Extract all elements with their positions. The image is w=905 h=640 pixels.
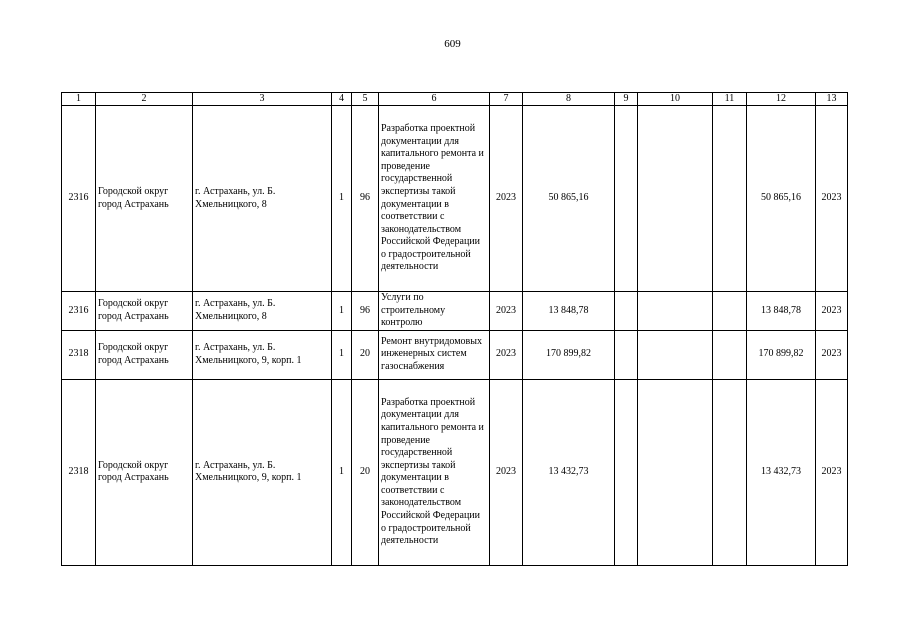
cell-col9 [615, 379, 638, 565]
cell-col11 [713, 106, 747, 292]
header-cell: 1 [62, 93, 96, 106]
cell-municipality: Городской округ город Астрахань [96, 106, 193, 292]
header-cell: 4 [332, 93, 352, 106]
cell-work-description: Разработка проектной документации для капитального ремонта и проведение государственной экспертизы такой документации в соответствии с законодательством Российской Федерации о градостроительной деятельности [379, 379, 490, 565]
table-row [62, 292, 848, 331]
cell-col4: 1 [332, 379, 352, 565]
cell-work-description: Разработка проектной документации для капитального ремонта и проведение государственной экспертизы такой документации в соответствии с законодательством Российской Федерации о градостроительной деятельности [379, 106, 490, 292]
table-row [62, 106, 848, 292]
cell-municipality: Городской округ город Астрахань [96, 292, 193, 331]
header-cell: 2 [96, 93, 193, 106]
cell-col11 [713, 292, 747, 331]
cell-work-description: Ремонт внутридомовых инженерных систем газоснабжения [379, 330, 490, 379]
cell-record-number: 2316 [62, 106, 96, 292]
header-cell: 8 [523, 93, 615, 106]
cell-address: г. Астрахань, ул. Б. Хмельницкого, 8 [193, 292, 332, 331]
cell-col9 [615, 292, 638, 331]
header-cell: 11 [713, 93, 747, 106]
cell-record-number: 2318 [62, 379, 96, 565]
cell-record-number: 2316 [62, 292, 96, 331]
cell-municipality: Городской округ город Астрахань [96, 330, 193, 379]
header-cell: 3 [193, 93, 332, 106]
cell-col5: 96 [352, 106, 379, 292]
cell-col10 [638, 106, 713, 292]
cell-municipality: Городской округ город Астрахань [96, 379, 193, 565]
cell-year-end: 2023 [816, 330, 848, 379]
header-cell: 5 [352, 93, 379, 106]
header-cell: 10 [638, 93, 713, 106]
cell-amount: 50 865,16 [523, 106, 615, 292]
cell-year-end: 2023 [816, 106, 848, 292]
cell-amount: 13 848,78 [523, 292, 615, 331]
cell-amount-total: 50 865,16 [747, 106, 816, 292]
cell-col5: 96 [352, 292, 379, 331]
table-row [62, 330, 848, 379]
cell-col9 [615, 330, 638, 379]
table-header-row [62, 93, 848, 106]
cell-col10 [638, 330, 713, 379]
cell-amount: 170 899,82 [523, 330, 615, 379]
cell-col5: 20 [352, 379, 379, 565]
cell-year: 2023 [490, 106, 523, 292]
cell-amount: 13 432,73 [523, 379, 615, 565]
cell-col9 [615, 106, 638, 292]
header-cell: 7 [490, 93, 523, 106]
cell-amount-total: 170 899,82 [747, 330, 816, 379]
cell-address: г. Астрахань, ул. Б. Хмельницкого, 9, корп. 1 [193, 330, 332, 379]
cell-year: 2023 [490, 379, 523, 565]
cell-amount-total: 13 432,73 [747, 379, 816, 565]
header-cell: 12 [747, 93, 816, 106]
cell-col10 [638, 292, 713, 331]
cell-year-end: 2023 [816, 379, 848, 565]
cell-record-number: 2318 [62, 330, 96, 379]
header-cell: 13 [816, 93, 848, 106]
header-cell: 6 [379, 93, 490, 106]
cell-col5: 20 [352, 330, 379, 379]
cell-amount-total: 13 848,78 [747, 292, 816, 331]
cell-col4: 1 [332, 106, 352, 292]
cell-address: г. Астрахань, ул. Б. Хмельницкого, 9, корп. 1 [193, 379, 332, 565]
cell-year: 2023 [490, 292, 523, 331]
cell-col4: 1 [332, 330, 352, 379]
cell-address: г. Астрахань, ул. Б. Хмельницкого, 8 [193, 106, 332, 292]
cell-col11 [713, 379, 747, 565]
cell-col11 [713, 330, 747, 379]
table-row [62, 379, 848, 565]
page-number: 609 [444, 38, 461, 50]
cell-year: 2023 [490, 330, 523, 379]
cell-work-description: Услуги по строительному контролю [379, 292, 490, 331]
cell-col10 [638, 379, 713, 565]
cell-year-end: 2023 [816, 292, 848, 331]
header-cell: 9 [615, 93, 638, 106]
data-table [61, 92, 848, 566]
cell-col4: 1 [332, 292, 352, 331]
